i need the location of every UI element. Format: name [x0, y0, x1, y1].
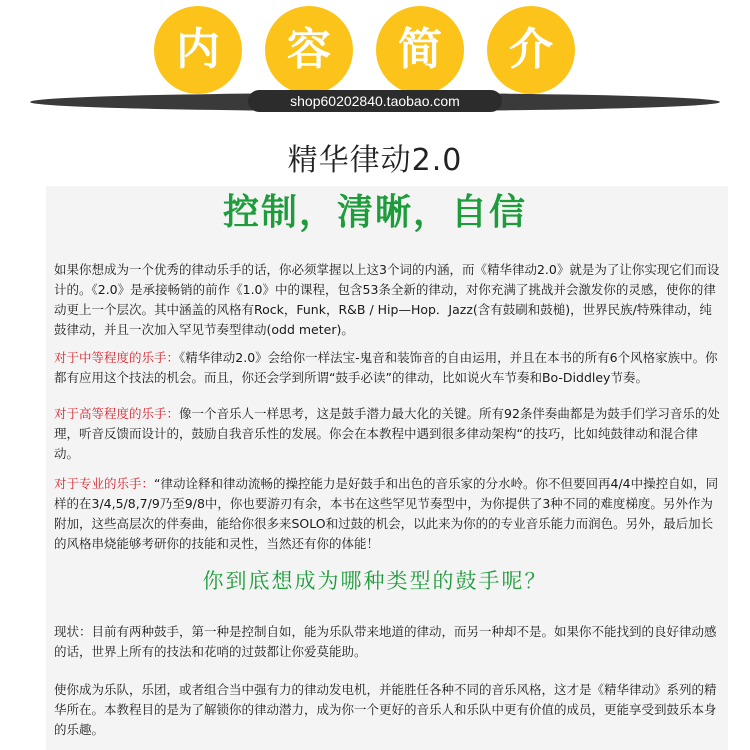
intermediate-paragraph — [54, 348, 722, 388]
advanced-paragraph — [54, 404, 722, 464]
status-paragraph — [54, 622, 722, 662]
status-text: 现状：目前有两种鼓手，第一种是控制自如，能为乐队带来地道的律动，而另一种却不是。如果你不能找到的良好律动感的话，世界上所有的技法和花哨的过鼓都让你爱莫能助。 — [54, 624, 717, 659]
goal-paragraph — [54, 680, 722, 740]
product-title: 精华律动2.0 — [287, 143, 463, 178]
title-bubble: 介 — [487, 6, 575, 94]
goal-text: 使你成为乐队，乐团，或者组合当中强有力的律动发电机，并能胜任各种不同的音乐风格，这才是《精华律动》系列的精华所在。本教程目的是为了解锁你的律动潜力，成为你一个更好的音乐人和乐队中更有价值的成员，更能享受到鼓乐本身的乐趣。 — [54, 682, 717, 737]
pro-paragraph — [54, 474, 722, 554]
intro-paragraph — [54, 260, 722, 340]
header-banner — [0, 0, 750, 130]
title-bubbles — [0, 0, 750, 100]
pro-lead: 对于专业的乐手： — [54, 476, 155, 491]
shop-url-text[interactable]: shop60202840.taobao.com — [290, 93, 460, 109]
title-bubble: 容 — [265, 6, 353, 94]
advanced-lead: 对于高等程度的乐手： — [54, 406, 180, 421]
slogan-heading: 控制，清晰，自信 — [222, 192, 527, 233]
pro-text: “律动诠释和律动流畅的操控能力是好鼓手和出色的音乐家的分水岭。你不但要回再4/4中操控自如，同样的在3/4,5/8,7/9乃至9/8中，你也要游刃有余，本书在这些罕见节奏型中，为你提供了3种不同的难度梯度。另外作为附加，这些高层次的伴奏曲，能给你很多来SOLO和过鼓的机会，以此来为你的的专业音乐能力而润色。另外，最后加长的风格串烧能够考研你的技能和灵性，当然还有你的体能！ — [54, 476, 719, 551]
intermediate-text: 《精华律动2.0》会给你一样法宝-鬼音和装饰音的自由运用，并且在本书的所有6个风格家族中。你都有应用这个技法的机会。而且，你还会学到所谓“鼓手必读”的律动，比如说火车节奏和Bo-Diddley节奏。 — [54, 350, 718, 385]
question-heading: 你到底想成为哪种类型的鼓手呢？ — [202, 569, 548, 593]
intro-text: 如果你想成为一个优秀的律动乐手的话，你必须掌握以上这3个词的内涵，而《精华律动2.0》就是为了让你实现它们而设计的。《2.0》是承接畅销的前作《1.0》中的课程，包含53条全新的律动，对你充满了挑战并会激发你的灵感，使你的律动更上一个层次。其中涵盖的风格有Rock，Funk，R&B / Hip—Hop．Jazz(含有鼓刷和鼓槌)，世界民族/特殊律动，纯鼓律动，并且一次加入罕见节奏型律动(odd meter)。 — [54, 262, 720, 337]
intermediate-lead: 对于中等程度的乐手： — [54, 350, 180, 365]
title-bubble: 内 — [154, 6, 242, 94]
title-bubble: 简 — [376, 6, 464, 94]
advanced-text: 像一个音乐人一样思考，这是鼓手潜力最大化的关键。所有92条伴奏曲都是为鼓手们学习音乐的处理，听音反馈而设计的，鼓励自我音乐性的发展。你会在本教程中遇到很多律动架构“的技巧，比如纯鼓律动和混合律动。 — [54, 406, 720, 461]
